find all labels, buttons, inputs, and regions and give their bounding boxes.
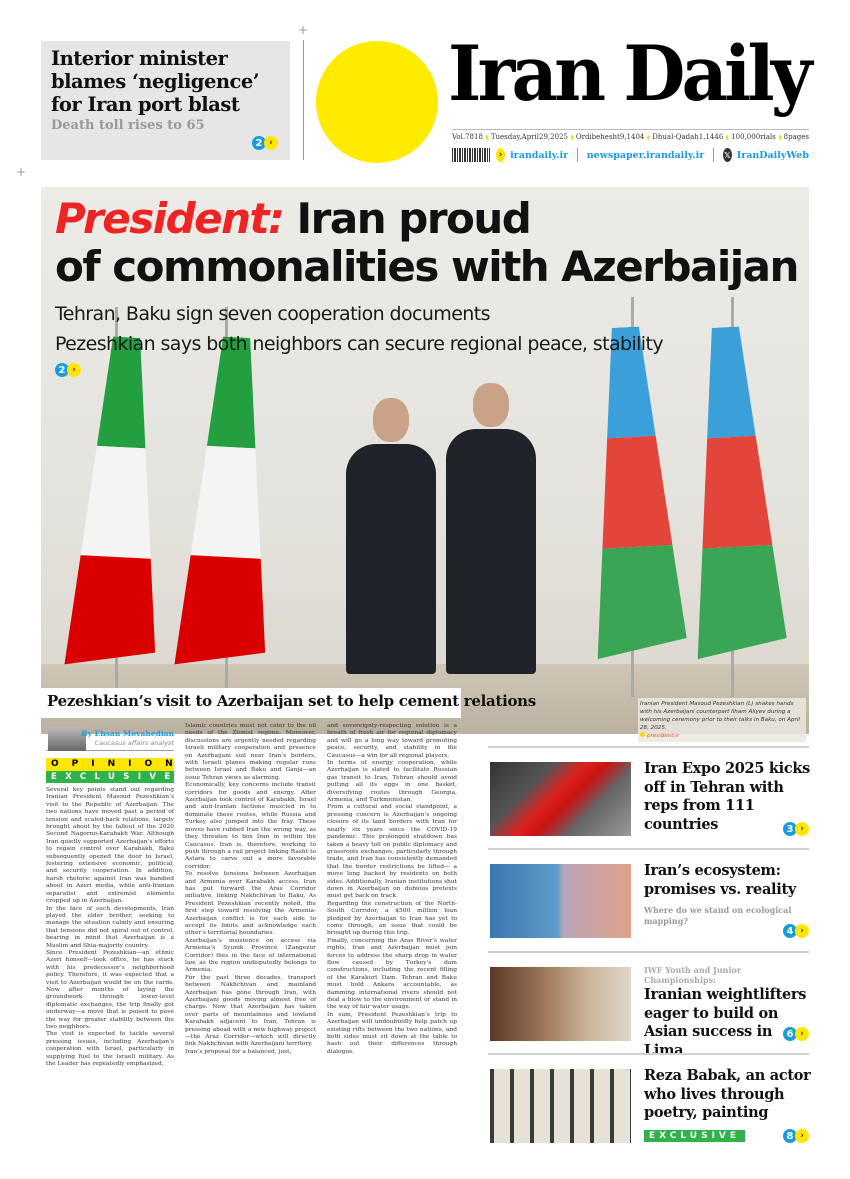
teaser-subhead: Death toll rises to 65 (51, 118, 205, 133)
story-headline: Reza Babak, an actor who lives through poetry, painting (644, 1067, 811, 1121)
arrow-right-icon: › (795, 822, 809, 836)
page-number: 6 (783, 1027, 797, 1041)
story-dek: Where do we stand on ecological mapping? (644, 905, 792, 926)
ecosystem-thumbnail (490, 864, 631, 938)
article-column-3: and sovereignty-respecting solution is a breath of fresh air for regional diplomacy and will go a long way toward promoting peace, security, and stability in the Caucasus—a win for all regional players. In terms of energy cooperation, while Azerbaijan is slated to facilitate Russian gas transit to Iran, Tehran should avoid putting all its eggs in one basket, diversifying routes through Georgia, Armenia, and Turkmenistan. From a cultural and social standpoint, a pressing concern is Azerbaijan’s ongoing closure of its land borders with Iran for nearly six years since the COVID-19 pandemic. This prolonged shutdown has taken a heavy toll on public diplomacy and grassroots exchanges, particularly through trade, and Iran has consistently demanded that the border restrictions be lifted— a move long backed by residents on both sides. Additionally, Iranian institutions shut down in Azerbaijan on dubious pretexts must get back on track. Regarding the construction of the North-South Corridor, a $500 million loan pledged by Azerbaijan to Iran has yet to come through, an issue that could be brought up during this trip. Finally, concerning the Aras River’s water rights, Iran and Azerbaijan must join forces to address the sharp drop in water flow caused by Turkey’s dam constructions, including the recent filling of the Karakurt Dam. Tehran and Baku must hold Ankara accountable, as damming international rivers should not deal a blow to the environment or stand in the way of fair water usage. In sum, President Pezeshkian’s trip to Azerbaijan will undoubtedly help patch up existing rifts between the two nations, and both sides must sit down at the table to hash out their differences through dialogue. (327, 723, 457, 1055)
dot-icon (640, 732, 645, 737)
volume: Vol.7818 (452, 133, 483, 141)
sidebar-story[interactable] (488, 1053, 809, 1153)
masthead-links (452, 148, 809, 162)
divider (713, 148, 714, 162)
date-persian: Ordibehesht9,1404 (575, 133, 645, 141)
person-aliyev (446, 383, 536, 674)
article-column-2: Islamic countries must not cater to the oil needs of the Zionist regime. Moreover, discussions are urgently needed regarding Israeli military cooperation and presence on Azerbaijani soil near Iran’s borders, with Israeli planes making regular runs between Israel and Baku and Ganja—an issue Tehran views as alarming. Economically, key concerns include transit corridors for goods and energy. After Azerbaijan took control of Karabakh, Israel and anti-Iranian factions muscled in to dominate these routes, while Russia and Turkey also jumped into the fray. These moves have rubbed Iran the wrong way, as they threaten to box Iran in within the Caucasus. Iran is, therefore, working to push through a rail project linking Rasht to Astara to carve out a more favorable corridor. To resolve tensions between Azerbaijan and Armenia over Karabakh access, Iran has put forward the Aras Corridor initiative, linking Nakhchivan to Baku. As President Pezeshkian recently noted, the first step toward resolving the Armenia-Azerbaijan conflict is for each side to accept its limits and acknowledge each other’s territorial boundaries. Azerbaijan’s insistence on access via Armenia’s Syunik Province (Zangezur Corridor) flies in the face of international law, as the region undisputedly belongs to Armenia. For the past three decades, transport between Nakhchivan and mainland Azerbaijan has gone through Iran, with Azerbaijani goods moving almost free of charge. Now that Azerbaijan has taken over parts of mountainous and lowland Karabakh adjacent to Iran, Tehran is pressing ahead with a new highway project—the Araz Corridor—which will directly link Nakhchivan with Azerbaijani territory. Iran’s proposal for a balanced, just, (185, 723, 316, 1055)
story-headline: Iranian weightlifters eager to build on Asian success in Lima (644, 986, 807, 1059)
page-reference[interactable] (783, 1129, 809, 1143)
expo-thumbnail (490, 762, 631, 836)
azerbaijan-flag (589, 327, 679, 657)
exclusive-tag: EXCLUSIVE (46, 771, 174, 783)
byline (46, 727, 174, 751)
article-column-1: Several key points stand out regarding Iranian President Masoud Pezeshkian’s visit to the Republic of Azerbaijan. The two nations have moved past a period of tension and scaled-back relations, largely brought about by the fallout of the 2020 Second Nagorno-Karabakh War. Although Iran quietly supported Azerbaijan’s efforts to regain control over Karabakh, Baku subsequently opened the door to Israel, fostering extensive economic, political, and security cooperation. In addition, harsh rhetoric against Iran was bandied about in Azeri media, while anti-Iranian separatist and extremist elements cropped up in Azerbaijan. In the face of such developments, Iran played the elder brother, seeking to manage the situation calmly and ensuring that tensions did not spiral out of control, bearing in mind that Azerbaijan is a Muslim and Shia-majority country. Since President Pezeshkian—an ethnic Azeri himself—took office, he has stuck with his predecessor’s neighborhood policy. Therefore, it was expected that a visit to Azerbaijan would be on the cards. Now after months of laying the groundwork through lower-level diplomatic exchanges, the trip finally got underway—a move that is poised to pave the way for greater stability between the two neighbors. The visit is expected to tackle several pressing issues, including Azerbaijan’s cooperation with Israel, particularly in supplying fuel to the Israeli military. As the Leader has repeatedly emphasized, (46, 787, 174, 1068)
author-role: Caucasus affairs analyst (94, 739, 174, 747)
hero-subhead-1: Tehran, Baku sign seven cooperation documents (55, 303, 490, 325)
social-handle-link[interactable]: IranDailyWeb (736, 149, 809, 161)
headline-label: President: (55, 194, 284, 243)
page-reference[interactable] (783, 924, 809, 938)
page-reference[interactable] (783, 822, 809, 836)
hero-subheads (55, 299, 663, 359)
crop-mark: + (16, 165, 27, 179)
dot-separator (571, 135, 573, 140)
opinion-tag: OPINION (46, 758, 174, 771)
person-pezeshkian (346, 398, 436, 674)
page-reference[interactable] (783, 1027, 809, 1041)
page-number: 8 (783, 1129, 797, 1143)
page-count: 8pages (783, 133, 809, 141)
arrow-right-icon: › (264, 136, 278, 150)
gallery-thumbnail (490, 1069, 631, 1143)
website-link[interactable]: irandaily.ir (510, 149, 569, 161)
hero-headline[interactable]: President: Iran proud of commonalities with Azerbaijan (55, 194, 798, 291)
crop-mark: + (298, 23, 309, 37)
arrow-right-icon: › (795, 1129, 809, 1143)
arrow-right-icon: › (496, 148, 505, 162)
epaper-link[interactable]: newspaper.irandaily.ir (586, 149, 705, 161)
x-social-icon: 𝕏 (723, 148, 732, 162)
story-headline: Iran Expo 2025 kicks off in Tehran with reps from 111 countries (644, 760, 810, 833)
divider (577, 148, 578, 162)
hero-photo (41, 187, 809, 739)
dot-separator (647, 135, 649, 140)
divider (303, 40, 304, 160)
author-name: By Ehsan Movahedian (81, 729, 174, 738)
article-headline[interactable]: Pezeshkian’s visit to Azerbaijan set to help cement relations (41, 688, 461, 718)
weightlifting-thumbnail (490, 967, 631, 1041)
story-kicker: IWF Youth and Junior Championships: (644, 965, 742, 985)
newspaper-logo: Iran Daily (448, 29, 809, 118)
page-number: 3 (783, 822, 797, 836)
iran-flag (73, 337, 163, 667)
story-headline: Iran’s ecosystem: promises vs. reality (644, 862, 796, 898)
page-reference[interactable] (252, 136, 278, 150)
date-hijri: Dhual-Qadah1,1446 (652, 133, 724, 141)
page-reference[interactable] (55, 363, 81, 377)
arrow-right-icon: › (795, 1027, 809, 1041)
sidebar-story[interactable] (488, 746, 809, 846)
dot-separator (779, 135, 781, 140)
photo-credit: president.ir (647, 733, 680, 739)
teaser-headline: Interior minister blames ‘negligence’ for Iran port blast (51, 47, 260, 116)
exclusive-badge: EXCLUSIVE (644, 1130, 745, 1142)
arrow-right-icon: › (795, 924, 809, 938)
top-teaser[interactable] (41, 41, 290, 160)
issue-meta (452, 129, 809, 141)
sidebar-story[interactable] (488, 951, 809, 1059)
barcode (452, 148, 490, 162)
azerbaijan-flag (689, 327, 779, 657)
page-number: 4 (783, 924, 797, 938)
sidebar-story[interactable] (488, 848, 809, 948)
page-number: 2 (252, 136, 266, 150)
iran-flag (183, 337, 273, 667)
dot-separator (486, 135, 488, 140)
dot-separator (726, 135, 728, 140)
photo-caption: Iranian President Masoud Pezeshkian (L) shakes hands with his Azerbaijani counterpart Ilham Aliyev during a welcoming ceremony prior to their talks in Baku, on April 28, 2025. president.ir (638, 698, 806, 742)
hero-subhead-2: Pezeshkian says both neighbors can secure regional peace, stability (55, 333, 663, 355)
page-number: 2 (55, 363, 69, 377)
date-gregorian: Tuesday,April29,2025 (490, 133, 568, 141)
arrow-right-icon: › (67, 363, 81, 377)
yellow-sun-logo (316, 41, 438, 163)
price: 100,000rials (731, 133, 776, 141)
